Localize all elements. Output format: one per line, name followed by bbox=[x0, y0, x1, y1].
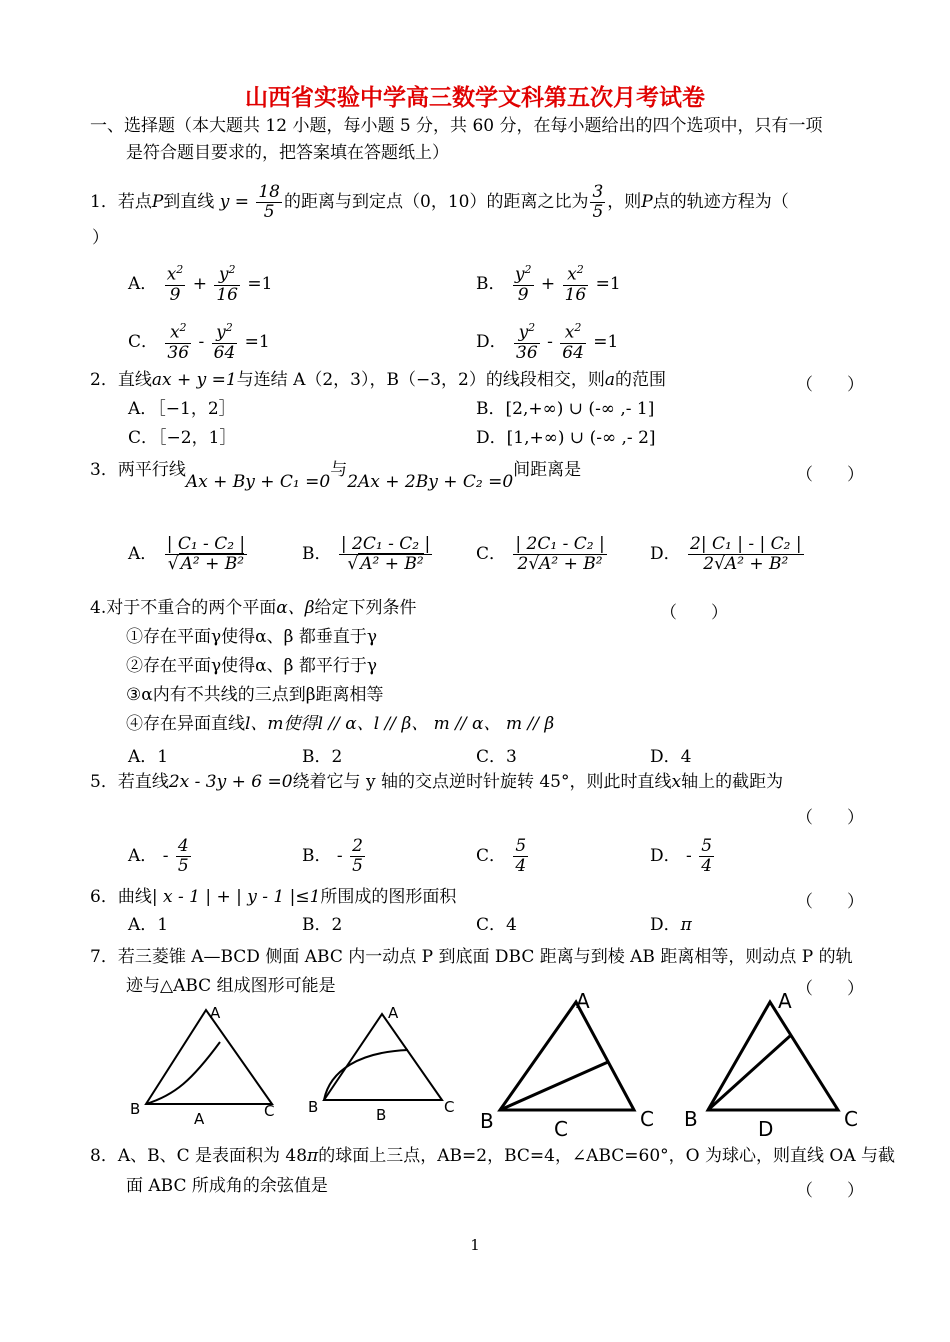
vertex-label: A bbox=[576, 989, 590, 1013]
page-title: 山西省实验中学高三数学文科第五次月考试卷 bbox=[245, 84, 705, 111]
triangle bbox=[500, 1002, 634, 1110]
q5-stem: 5．若直线2x - 3y + 6 =0绕着它与 y 轴的交点逆时针旋转 45°，则此时直线x轴上的截距为 bbox=[90, 772, 784, 792]
q6-option-a: A．1 bbox=[128, 915, 169, 935]
q5-answer-paren: （ ） bbox=[796, 808, 864, 828]
vertex-label: A bbox=[778, 989, 792, 1013]
fraction: $\frac{18}{5}$ bbox=[258, 182, 280, 222]
q4-option-c: C．3 bbox=[476, 747, 517, 767]
figure-label: C bbox=[554, 1117, 568, 1138]
q2-stem: 2．直线ax + y =1与连结 A（2，3），B（−3，2）的线段相交，则a的范围 bbox=[90, 370, 666, 390]
q1-close-paren: ） bbox=[92, 228, 109, 248]
q6-option-c: C．4 bbox=[476, 915, 517, 935]
q6-answer-paren: （ ） bbox=[796, 892, 864, 912]
vertex-label: C bbox=[264, 1102, 275, 1120]
q3-option-b: B． $\frac{\text{| 2C₁ - C₂ |}}{\text{√ A² + B²}}$ bbox=[302, 534, 431, 574]
vertex-label: A bbox=[388, 1004, 399, 1022]
q5-option-c: C． $\frac{5}{4}$ bbox=[476, 836, 527, 876]
q3-option-c: C． $\frac{\text{| 2C₁ - C₂ |}}{\text{2√A² + B²}}$ bbox=[476, 534, 605, 574]
locus-curve bbox=[324, 1050, 408, 1100]
q2-answer-paren: （ ） bbox=[796, 375, 864, 395]
triangle bbox=[324, 1014, 442, 1100]
q2-option-d: D．[1,+∞) ∪ (-∞ ,- 2] bbox=[476, 428, 656, 448]
q1-stem: 1．若点P到直线 y = $\frac{18}{5}$ 的距离与到定点（0，10）的距离之比为 $\frac{3}{5}$ ，则P点的轨迹方程为（ bbox=[90, 182, 789, 222]
section-heading-line1: 一、选择题（本大题共 12 小题，每小题 5 分，共 60 分，在每小题给出的四个选项中，只有一项 bbox=[90, 116, 823, 136]
q7-stem-line1: 7．若三菱锥 A—BCD 侧面 ABC 内一动点 P 到底面 DBC 距离与到棱 AB 距离相等，则动点 P 的轨 bbox=[90, 947, 853, 967]
vertex-label: A bbox=[210, 1004, 221, 1022]
q4-condition-3: ③α内有不共线的三点到β距离相等 bbox=[126, 685, 384, 705]
q7-answer-paren: （ ） bbox=[796, 979, 864, 999]
locus-curve bbox=[146, 1042, 220, 1104]
vertex-label: B bbox=[684, 1107, 698, 1131]
q3-option-d: D． $\frac{\text{2| C₁ | - | C₂ |}}{\text{2√A² + B²}}$ bbox=[650, 534, 802, 574]
q7-stem-line2: 迹与△ABC 组成图形可能是 bbox=[126, 976, 336, 996]
q8-stem-line1: 8．A、B、C 是表面积为 48π的球面上三点，AB=2，BC=4，∠ABC=60°，O 为球心，则直线 OA 与截 bbox=[90, 1146, 896, 1166]
q6-option-b: B．2 bbox=[302, 915, 343, 935]
q1-option-c: C． $\frac{x^2}{36}$ - $\frac{y^2}{64}$ =1 bbox=[128, 321, 270, 363]
q4-option-b: B．2 bbox=[302, 747, 343, 767]
page-number: 1 bbox=[470, 1236, 480, 1254]
q4-condition-1: ①存在平面γ使得α、β 都垂直于γ bbox=[126, 627, 378, 647]
q8-answer-paren: （ ） bbox=[796, 1181, 864, 1201]
figure-label: A bbox=[194, 1110, 205, 1128]
q6-option-d: D．π bbox=[650, 915, 692, 935]
figure-label: B bbox=[376, 1106, 387, 1124]
vertex-label: B bbox=[480, 1109, 494, 1133]
vertex-label: C bbox=[844, 1107, 858, 1131]
q5-option-a: A． - $\frac{4}{5}$ bbox=[128, 836, 189, 876]
q1-option-d: D． $\frac{y^2}{36}$ - $\frac{x^2}{64}$ =1 bbox=[476, 321, 619, 363]
q7-figure-3 bbox=[476, 988, 676, 1138]
q3-answer-paren: （ ） bbox=[796, 465, 864, 485]
q2-option-c: C．［−2，1］ bbox=[128, 428, 237, 448]
q5-option-d: D． - $\frac{5}{4}$ bbox=[650, 836, 713, 876]
vertex-label: C bbox=[640, 1107, 654, 1131]
fraction: $\frac{3}{5}$ bbox=[592, 182, 604, 222]
q6-stem: 6．曲线| x - 1 | + | y - 1 |≤1所围成的图形面积 bbox=[90, 887, 457, 907]
q5-option-b: B． - $\frac{2}{5}$ bbox=[302, 836, 363, 876]
q2-option-a: A．［−1，2］ bbox=[128, 399, 236, 419]
q8-stem-line2: 面 ABC 所成角的余弦值是 bbox=[126, 1176, 328, 1196]
q2-option-b: B．[2,+∞) ∪ (-∞ ,- 1] bbox=[476, 399, 655, 419]
q1-option-b: B． $\frac{y^2}{9}$ + $\frac{x^2}{16}$ =1 bbox=[476, 263, 621, 305]
q4-answer-paren: （ ） bbox=[660, 603, 728, 623]
q4-condition-2: ②存在平面γ使得α、β 都平行于γ bbox=[126, 656, 378, 676]
q3-option-a: A． $\frac{\text{| C₁ - C₂ |}}{\text{√ A² + B²}}$ bbox=[128, 534, 246, 574]
vertex-label: C bbox=[444, 1098, 455, 1116]
var-p: P bbox=[151, 192, 164, 212]
q7-figure-1 bbox=[120, 1000, 290, 1130]
q3-stem: 3．两平行线Ax + By + C₁ =0与2Ax + 2By + C₂ =0间距离是 bbox=[90, 460, 582, 492]
vertex-label: B bbox=[130, 1100, 141, 1118]
locus-line bbox=[708, 1036, 790, 1110]
q4-option-a: A．1 bbox=[128, 747, 169, 767]
q4-stem: 4.对于不重合的两个平面α、β给定下列条件 bbox=[90, 598, 417, 618]
vertex-label: B bbox=[308, 1098, 319, 1116]
q4-condition-4: ④存在异面直线l、m使得l // α、l // β、 m // α、 m // β bbox=[126, 714, 555, 734]
q1-option-a: A． $\frac{x^2}{9}$ + $\frac{y^2}{16}$ =1 bbox=[128, 263, 273, 305]
figure-label: D bbox=[758, 1117, 774, 1138]
q7-figure-4 bbox=[680, 988, 870, 1138]
q4-option-d: D．4 bbox=[650, 747, 692, 767]
q7-figure-2 bbox=[300, 1000, 470, 1130]
section-heading-line2: 是符合题目要求的，把答案填在答题纸上） bbox=[126, 143, 449, 163]
